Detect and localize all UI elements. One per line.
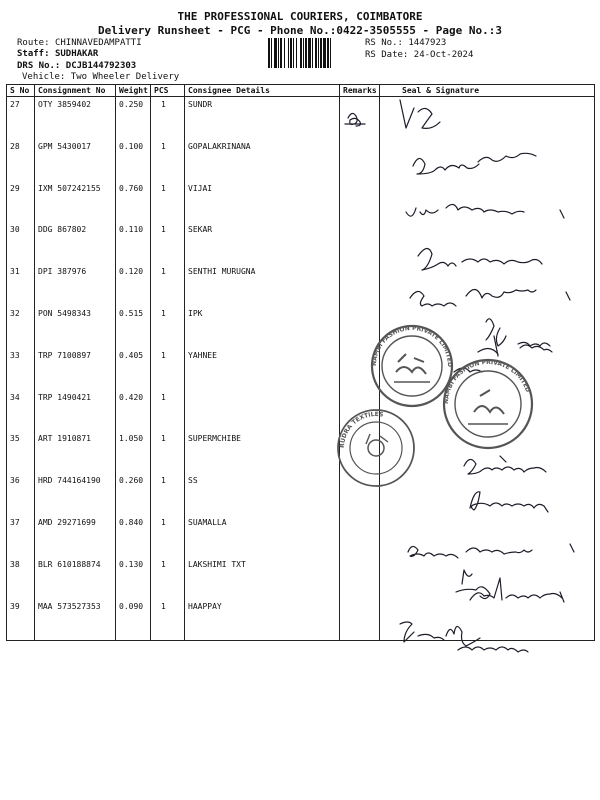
weight-cell: 0.130 <box>116 557 151 599</box>
consignee-cell: VIJAI <box>185 181 340 223</box>
barcode-bar <box>284 38 285 68</box>
sno-cell: 27 <box>7 97 35 139</box>
remarks-cell <box>340 222 380 264</box>
rs-no-label: RS No.: <box>365 38 403 48</box>
pcs-cell: 1 <box>151 139 185 181</box>
col-header-consignee: Consignee Details <box>185 85 340 97</box>
runsheet-table <box>6 84 595 641</box>
table-row <box>7 222 595 264</box>
staff-value: SUDHAKAR <box>54 49 99 59</box>
seal-signature-cell <box>380 264 595 306</box>
consignment-cell: DDG 867802 <box>35 222 116 264</box>
pcs-cell: 1 <box>151 431 185 473</box>
consignee-cell: IPK <box>185 306 340 348</box>
remarks-cell <box>340 306 380 348</box>
consignee-cell: YAHNEE <box>185 348 340 390</box>
consignment-cell: TRP 1490421 <box>35 390 116 432</box>
table-body <box>7 97 595 641</box>
rs-date-value: 24-Oct-2024 <box>413 50 474 60</box>
remarks-cell <box>340 557 380 599</box>
barcode-bar <box>323 38 326 68</box>
table-row <box>7 431 595 473</box>
pcs-cell: 1 <box>151 181 185 223</box>
barcode-bar <box>303 38 304 68</box>
remarks-cell <box>340 181 380 223</box>
pcs-cell: 1 <box>151 348 185 390</box>
consignee-cell: GOPALAKRINANA <box>185 139 340 181</box>
weight-cell: 0.260 <box>116 473 151 515</box>
seal-signature-cell <box>380 390 595 432</box>
seal-signature-cell <box>380 515 595 557</box>
consignee-cell: LAKSHIMI TXT <box>185 557 340 599</box>
barcode-bar <box>293 38 294 68</box>
consignment-cell: TRP 7100897 <box>35 348 116 390</box>
route-line <box>17 38 142 48</box>
sno-cell: 38 <box>7 557 35 599</box>
rs-no-line <box>365 38 446 48</box>
consignee-cell: HAAPPAY <box>185 599 340 641</box>
seal-signature-cell <box>380 181 595 223</box>
stamp-text-1: NAMBI FASHION PRIVATE LIMITED <box>370 324 454 368</box>
col-header-consignment: Consignment No <box>35 85 116 97</box>
staff-label: Staff: <box>17 49 50 59</box>
consignment-cell: BLR 610188874 <box>35 557 116 599</box>
consignee-cell: SENTHI MURUGNA <box>185 264 340 306</box>
barcode-bar <box>268 38 270 68</box>
consignee-cell: SEKAR <box>185 222 340 264</box>
pcs-cell: 1 <box>151 473 185 515</box>
sno-cell: 37 <box>7 515 35 557</box>
pcs-cell: 1 <box>151 222 185 264</box>
sno-cell: 34 <box>7 390 35 432</box>
remarks-cell <box>340 599 380 641</box>
consignment-cell: MAA 573527353 <box>35 599 116 641</box>
weight-cell: 0.120 <box>116 264 151 306</box>
pcs-cell: 1 <box>151 264 185 306</box>
col-header-sno: S No <box>7 85 35 97</box>
pcs-cell: 1 <box>151 599 185 641</box>
consignee-cell: SUPERMCHIBE <box>185 431 340 473</box>
table-row <box>7 348 595 390</box>
table-row <box>7 181 595 223</box>
barcode-bar <box>274 38 277 68</box>
table-row <box>7 306 595 348</box>
weight-cell: 0.760 <box>116 181 151 223</box>
remarks-cell <box>340 139 380 181</box>
consignee-cell <box>185 390 340 432</box>
sno-cell: 32 <box>7 306 35 348</box>
consignment-cell: AMD 29271699 <box>35 515 116 557</box>
company-title: THE PROFESSIONAL COURIERS, COIMBATORE <box>177 10 423 23</box>
table-row <box>7 390 595 432</box>
remarks-cell <box>340 390 380 432</box>
seal-signature-cell <box>380 431 595 473</box>
consignment-cell: IXM 507242155 <box>35 181 116 223</box>
pcs-cell: 1 <box>151 97 185 139</box>
table-row <box>7 473 595 515</box>
consignment-cell: HRD 744164190 <box>35 473 116 515</box>
barcode-bar <box>280 38 282 68</box>
stamp-text-3: RUDRA TEXTILES <box>338 410 384 449</box>
weight-cell: 0.515 <box>116 306 151 348</box>
table-row <box>7 599 595 641</box>
seal-signature-cell <box>380 97 595 139</box>
consignee-cell: SUNDR <box>185 97 340 139</box>
sno-cell: 36 <box>7 473 35 515</box>
sno-cell: 31 <box>7 264 35 306</box>
pcs-cell: 1 <box>151 306 185 348</box>
sno-cell: 35 <box>7 431 35 473</box>
weight-cell: 0.405 <box>116 348 151 390</box>
seal-signature-cell <box>380 473 595 515</box>
consignee-cell: SUAMALLA <box>185 515 340 557</box>
col-header-remarks: Remarks <box>340 85 380 97</box>
sno-cell: 30 <box>7 222 35 264</box>
barcode-bar <box>315 38 317 68</box>
vehicle-value: Two Wheeler Delivery <box>70 72 180 82</box>
col-header-seal: Seal & Signature <box>380 85 595 97</box>
barcode-bar <box>320 38 322 68</box>
runsheet-subtitle: Delivery Runsheet - PCG - Phone No.:0422-3505555 - Page No.:3 <box>98 24 502 37</box>
remarks-cell <box>340 473 380 515</box>
route-label: Route: <box>17 38 50 48</box>
pcs-cell: 1 <box>151 390 185 432</box>
barcode-bar <box>300 38 302 68</box>
barcode-bar <box>271 38 272 68</box>
consignment-cell: PON 5498343 <box>35 306 116 348</box>
barcode-bar <box>318 38 319 68</box>
vehicle-line <box>22 72 179 82</box>
drs-line <box>17 61 136 71</box>
consignee-cell: SS <box>185 473 340 515</box>
table-row <box>7 264 595 306</box>
table-header-row <box>7 85 595 97</box>
table-row <box>7 515 595 557</box>
remarks-cell <box>340 515 380 557</box>
seal-signature-cell <box>380 348 595 390</box>
route-value: CHINNAVEDAMPATTI <box>54 38 142 48</box>
barcode-bar <box>305 38 307 68</box>
rs-no-value: 1447923 <box>408 38 447 48</box>
sno-cell: 33 <box>7 348 35 390</box>
drs-value: DCJB144792303 <box>65 61 137 71</box>
table-row <box>7 97 595 139</box>
seal-signature-cell <box>380 599 595 641</box>
weight-cell: 0.420 <box>116 390 151 432</box>
weight-cell: 0.100 <box>116 139 151 181</box>
col-header-weight: Weight <box>116 85 151 97</box>
drs-label: DRS No.: <box>17 61 61 71</box>
seal-signature-cell <box>380 139 595 181</box>
barcode-bar <box>296 38 297 68</box>
sno-cell: 28 <box>7 139 35 181</box>
seal-signature-cell <box>380 557 595 599</box>
pcs-cell: 1 <box>151 515 185 557</box>
consignment-cell: OTY 3859402 <box>35 97 116 139</box>
remarks-cell <box>340 97 380 139</box>
remarks-cell <box>340 348 380 390</box>
barcode-bar <box>327 38 329 68</box>
barcode-bar <box>330 38 331 68</box>
pcs-cell: 1 <box>151 557 185 599</box>
remarks-cell <box>340 264 380 306</box>
barcode-bar <box>308 38 311 68</box>
table-row <box>7 557 595 599</box>
stamp-text-2: NAMBI FASHION PRIVATE LIMITED <box>442 358 532 405</box>
consignment-cell: ART 1910871 <box>35 431 116 473</box>
weight-cell: 0.840 <box>116 515 151 557</box>
vehicle-label: Vehicle: <box>22 72 66 82</box>
consignment-cell: GPM 5430017 <box>35 139 116 181</box>
weight-cell: 0.110 <box>116 222 151 264</box>
col-header-pcs: PCS <box>151 85 185 97</box>
remarks-cell <box>340 431 380 473</box>
rs-date-label: RS Date: <box>365 50 409 60</box>
consignment-cell: DPI 387976 <box>35 264 116 306</box>
barcode-bar <box>288 38 289 68</box>
seal-signature-cell <box>380 222 595 264</box>
weight-cell: 1.050 <box>116 431 151 473</box>
rs-date-line <box>365 50 473 60</box>
weight-cell: 0.090 <box>116 599 151 641</box>
sno-cell: 29 <box>7 181 35 223</box>
weight-cell: 0.250 <box>116 97 151 139</box>
sno-cell: 39 <box>7 599 35 641</box>
staff-line <box>17 49 98 59</box>
table-row <box>7 139 595 181</box>
barcode <box>268 38 356 68</box>
barcode-bar <box>290 38 292 68</box>
seal-signature-cell <box>380 306 595 348</box>
barcode-bar <box>278 38 279 68</box>
barcode-bar <box>312 38 313 68</box>
